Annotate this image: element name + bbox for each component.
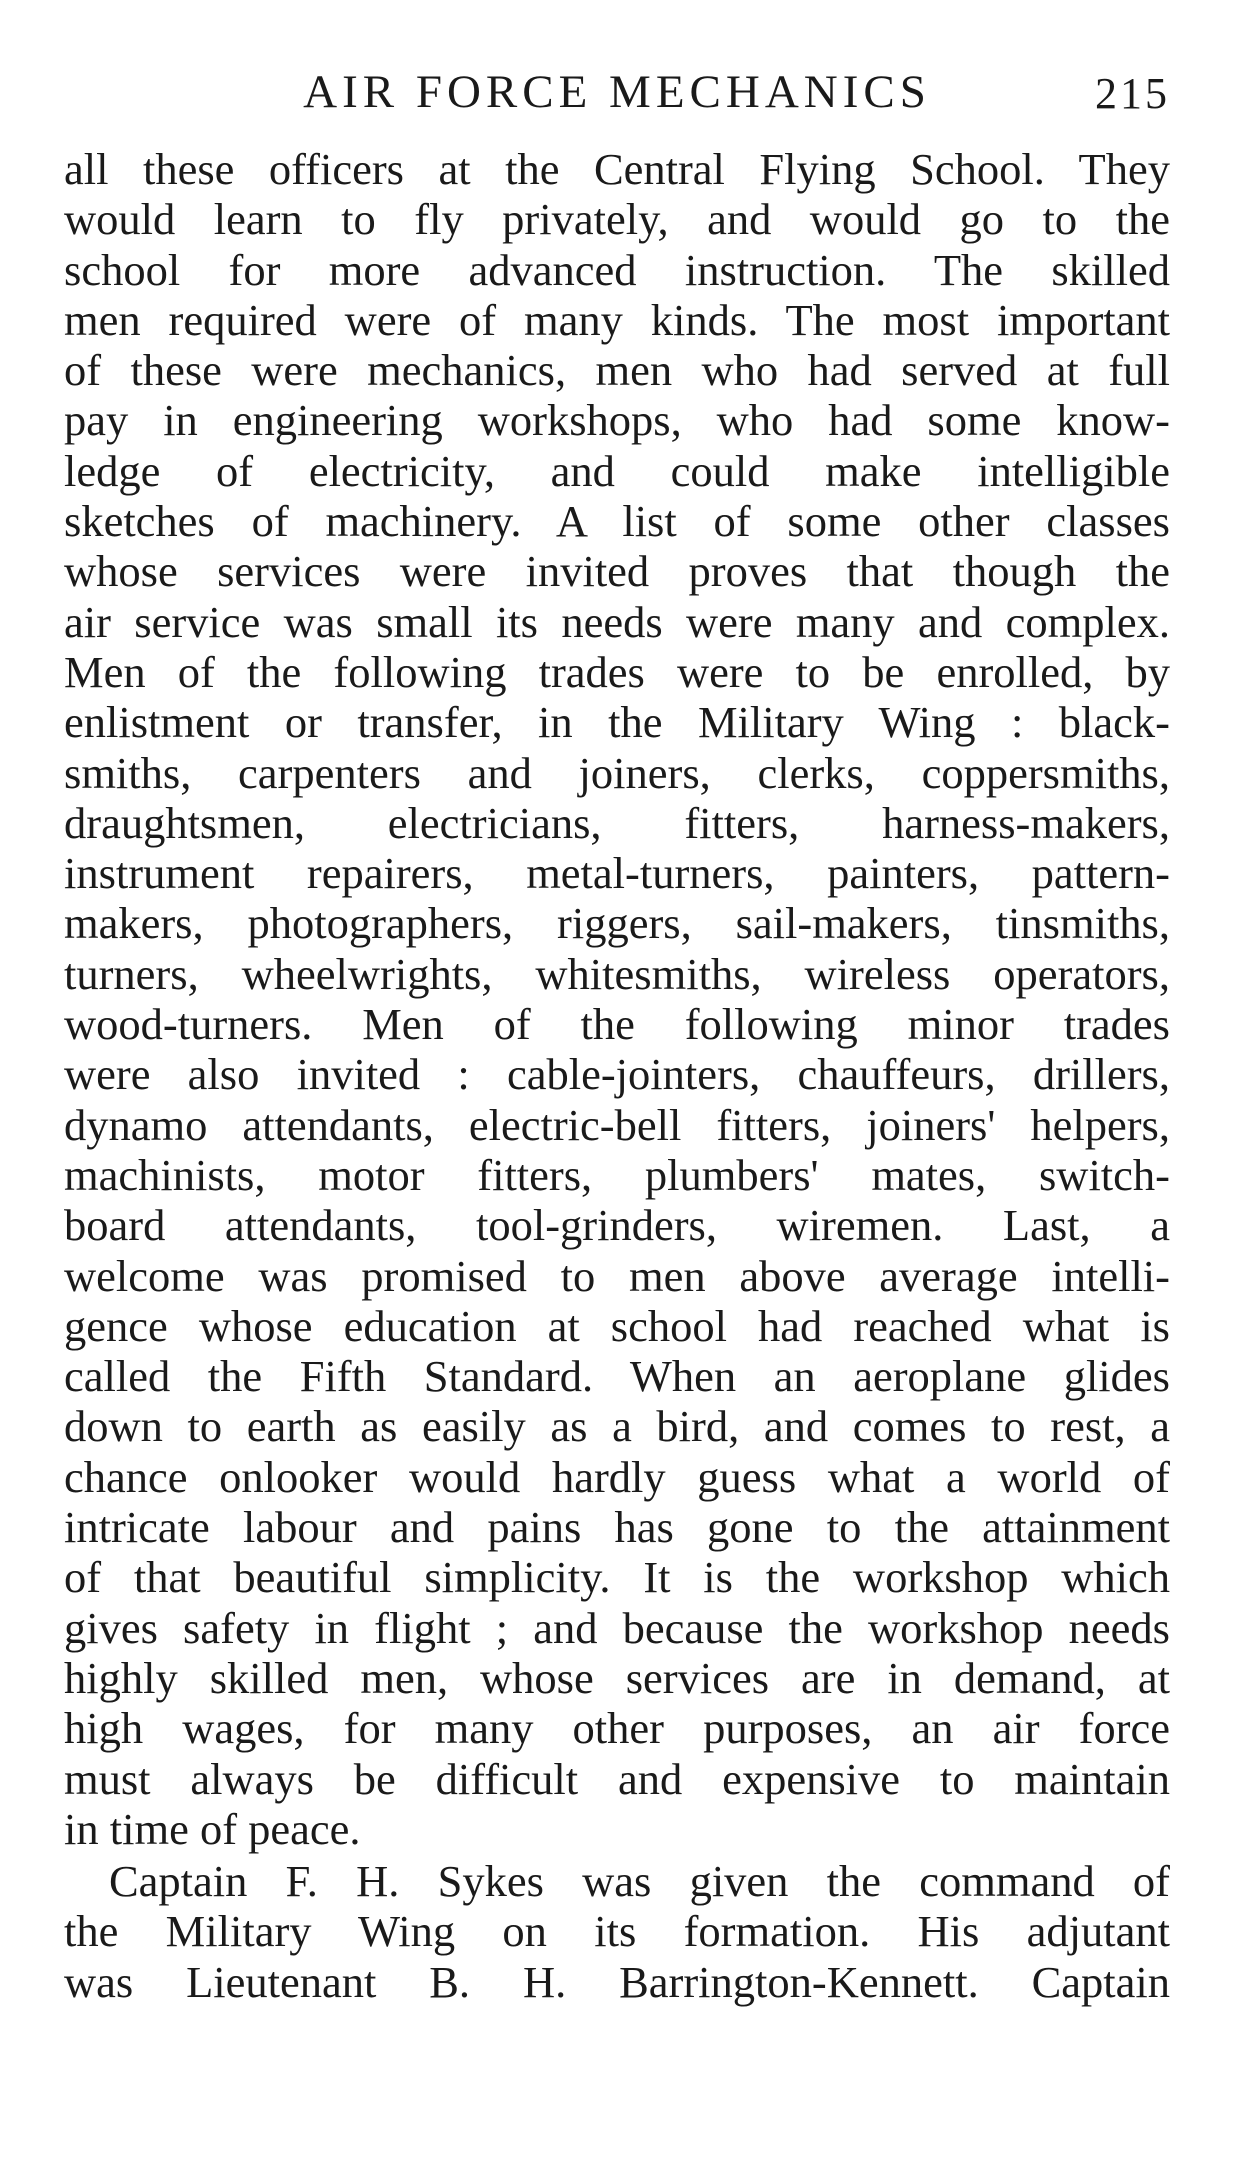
text-line: Men of the following trades were to be enrolled, by	[64, 646, 1170, 697]
text-line: whose services were invited proves that though the	[64, 546, 1170, 597]
text-line: would learn to fly privately, and would go to the	[64, 194, 1170, 245]
text-line: in time of peace.	[64, 1803, 361, 1854]
text-line: instrument repairers, metal-turners, painters, pattern-	[64, 848, 1170, 899]
text-line: dynamo attendants, electric-bell fitters, joiners' helpers,	[64, 1099, 1170, 1150]
text-line: school for more advanced instruction. The skilled	[64, 244, 1170, 295]
text-line: of that beautiful simplicity. It is the workshop which	[64, 1552, 1170, 1603]
paragraph-1	[64, 144, 1170, 1854]
text-line: machinists, motor fitters, plumbers' mates, switch-	[64, 1149, 1170, 1200]
text-line: men required were of many kinds. The most important	[64, 294, 1170, 345]
text-line: down to earth as easily as a bird, and comes to rest, a	[64, 1401, 1170, 1452]
text-line: enlistment or transfer, in the Military Wing : black-	[64, 697, 1170, 748]
running-title: AIR FORCE MECHANICS	[303, 66, 931, 118]
text-line: ledge of electricity, and could make intelligible	[64, 445, 1170, 496]
text-line: board attendants, tool-grinders, wiremen. Last, a	[64, 1200, 1170, 1251]
text-line: was Lieutenant B. H. Barrington-Kennett. Captain	[64, 1956, 1170, 2007]
text-line: wood-turners. Men of the following minor trades	[64, 999, 1170, 1050]
paragraph-2	[64, 1856, 1170, 2007]
text-line: pay in engineering workshops, who had some know-	[64, 395, 1170, 446]
text-line: highly skilled men, whose services are in demand, at	[64, 1652, 1170, 1703]
text-line: must always be difficult and expensive to maintain	[64, 1753, 1170, 1804]
body-text	[64, 144, 1170, 2007]
text-line: makers, photographers, riggers, sail-makers, tinsmiths,	[64, 898, 1170, 949]
text-line: turners, wheelwrights, whitesmiths, wireless operators,	[64, 948, 1170, 999]
text-line: intricate labour and pains has gone to the attainment	[64, 1502, 1170, 1553]
text-line: gence whose education at school had reached what is	[64, 1300, 1170, 1351]
text-line: smiths, carpenters and joiners, clerks, coppersmiths,	[64, 747, 1170, 798]
text-line: of these were mechanics, men who had served at full	[64, 345, 1170, 396]
text-line: high wages, for many other purposes, an air force	[64, 1703, 1170, 1754]
text-line: the Military Wing on its formation. His adjutant	[64, 1906, 1170, 1957]
text-line: draughtsmen, electricians, fitters, harness-makers,	[64, 797, 1170, 848]
page-number: 215	[1095, 69, 1170, 118]
text-line: were also invited : cable-jointers, chauffeurs, drillers,	[64, 1049, 1170, 1100]
text-line: Captain F. H. Sykes was given the command of	[109, 1856, 1170, 1907]
running-header	[64, 62, 1170, 122]
text-line: gives safety in flight ; and because the workshop needs	[64, 1602, 1170, 1653]
text-line: chance onlooker would hardly guess what a world of	[64, 1451, 1170, 1502]
text-line: air service was small its needs were many and complex.	[64, 596, 1170, 647]
text-line: called the Fifth Standard. When an aeroplane glides	[64, 1351, 1170, 1402]
text-line: welcome was promised to men above average intelli-	[64, 1250, 1170, 1301]
text-line: all these officers at the Central Flying School. They	[64, 144, 1170, 194]
text-line: sketches of machinery. A list of some other classes	[64, 496, 1170, 547]
